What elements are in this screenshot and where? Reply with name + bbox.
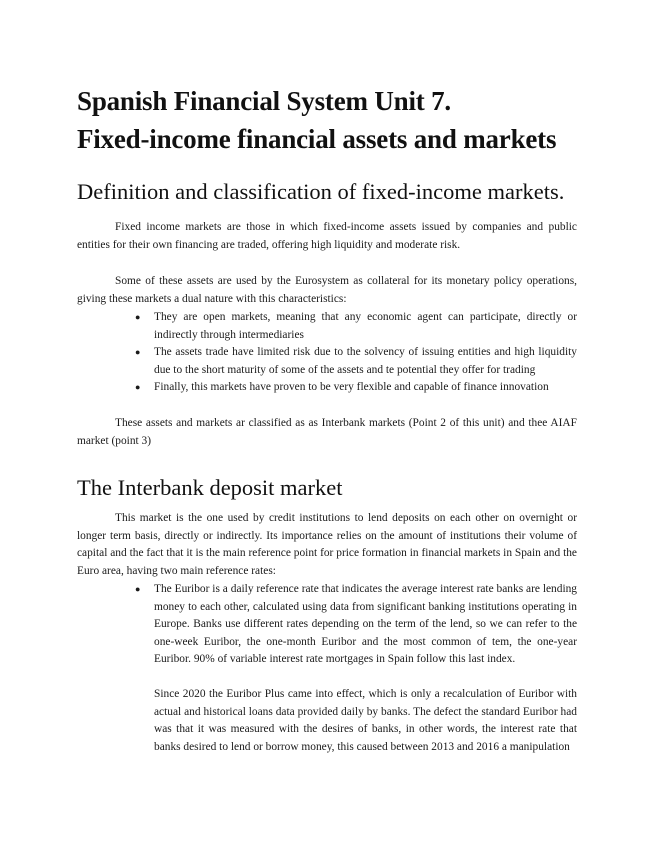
paragraph-euribor-plus: Since 2020 the Euribor Plus came into effect, which is only a recalculation of Euribor with actual and historical loans data provided daily by banks. The defect the standard Euribor had was that it was measured with the desires of banks, in other words, the interest rate that banks desired to lend or borrow money, this caused between 2013 and 2016 a manipulation — [154, 688, 577, 753]
bullet-icon: ● — [135, 347, 141, 358]
paragraph-definition: Fixed income markets are those in which fixed-income assets issued by companies and public entities for their own financing are traded, offering high liquidity and moderate risk. — [77, 221, 577, 251]
list-item — [135, 581, 577, 669]
bullet-icon: ● — [135, 382, 141, 393]
list-item — [135, 309, 577, 344]
list-item-text: The Euribor is a daily reference rate that indicates the average interest rate banks are lending money to each other, calculated using data from significant banking institutions operating in Europe. Banks use different rates depending on the term of the lend, so we can refer to the one-week Euribor, the one-month Euribor and the most common of tem, the one-year Euribor. 90% of variable interest rate mortgages in Spain follow this last index. — [154, 583, 577, 666]
paragraph-eurosystem: Some of these assets are used by the Eurosystem as collateral for its monetary policy operations, giving these markets a dual nature with this characteristics: — [77, 275, 577, 305]
title-line-1: Spanish Financial System Unit 7. — [77, 86, 451, 116]
paragraph-interbank: This market is the one used by credit institutions to lend deposits on each other on overnight or longer term basis, directly or indirectly. Its importance relies on the amount of institutions their volume of capital and the fact that it is the main reference point for price formation in financial markets in Spain and the Euro area, having two main reference rates: — [77, 512, 577, 577]
section-heading-interbank: The Interbank deposit market — [77, 475, 343, 500]
list-item — [135, 379, 577, 397]
title-line-2: Fixed-income financial assets and markets — [77, 124, 557, 154]
list-item-text: They are open markets, meaning that any economic agent can participate, directly or indirectly through intermediaries — [154, 311, 577, 341]
bullet-icon: ● — [135, 312, 141, 322]
list-item — [135, 344, 577, 379]
bullet-icon: ● — [135, 584, 141, 594]
section-heading-definition: Definition and classification of fixed-income markets. — [77, 179, 565, 204]
list-item-text: The assets trade have limited risk due to the solvency of issuing entities and high liquidity due to the short maturity of some of the assets and te potential they offer for trading — [154, 346, 577, 376]
list-item-text: Finally, this markets have proven to be very flexible and capable of finance innovation — [154, 381, 549, 394]
document-title — [77, 82, 637, 158]
reference-rates-list — [135, 581, 577, 669]
characteristics-list — [135, 309, 577, 397]
paragraph-classification: These assets and markets ar classified as as Interbank markets (Point 2 of this unit) and thee AIAF market (point 3) — [77, 417, 577, 447]
